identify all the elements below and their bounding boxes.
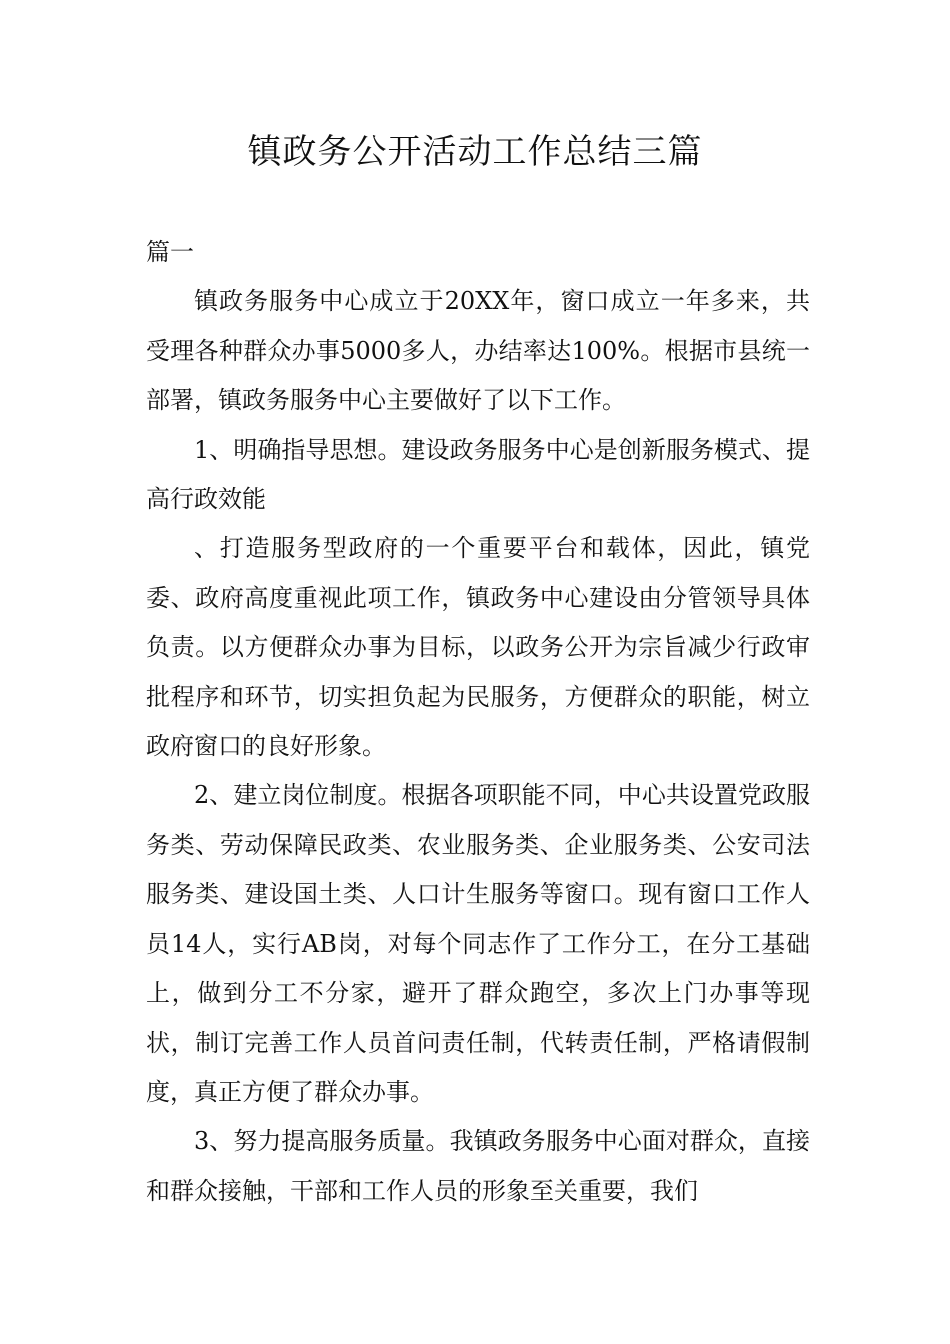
body-paragraph: 1、明确指导思想。建设政务服务中心是创新服务模式、提高行政效能 — [146, 435, 810, 514]
body-paragraph: 镇政务服务中心成立于20XX年，窗口成立一年多来，共受理各种群众办事5000多人，办结率达100%。根据市县统一部署，镇政务服务中心主要做好了以下工作。 — [146, 287, 810, 415]
document-title: 镇政务公开活动工作总结三篇 — [247, 132, 703, 172]
body-paragraph: 、打造服务型政府的一个重要平台和载体，因此，镇党委、政府高度重视此项工作，镇政务中心建设由分管领导具体负责。以方便群众办事为目标，以政务公开为宗旨减少行政审批程序和环节，切实担负起为民服务，方便群众的职能，树立政府窗口的良好形象。 — [146, 534, 810, 761]
document-body — [146, 228, 810, 1216]
body-paragraph: 2、建立岗位制度。根据各项职能不同，中心共设置党政服务类、劳动保障民政类、农业服务类、企业服务类、公安司法服务类、建设国土类、人口计生服务等窗口。现有窗口工作人员14人，实行AB岗，对每个同志作了工作分工，在分工基础上，做到分工不分家，避开了群众跑空，多次上门办事等现状，制订完善工作人员首问责任制，代转责任制，严格请假制度，真正方便了群众办事。 — [146, 781, 810, 1106]
body-paragraph: 3、努力提高服务质量。我镇政务服务中心面对群众，直接和群众接触，干部和工作人员的形象至关重要，我们 — [146, 1127, 810, 1205]
section-heading: 篇一 — [146, 238, 194, 266]
